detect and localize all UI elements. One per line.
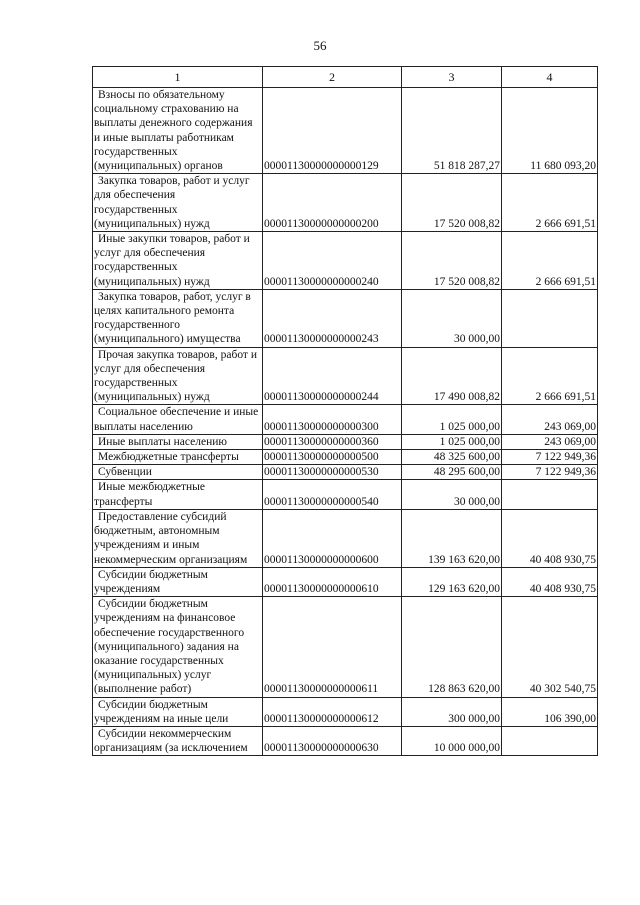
table-row <box>93 232 598 290</box>
row-name-cell <box>93 480 263 509</box>
row-name-cell <box>93 597 263 697</box>
row-col3: 51 818 287,27 <box>402 88 502 174</box>
row-col4 <box>502 726 598 755</box>
row-name: Прочая закупка товаров, работ и услуг для обеспечения государственных (муниципальных) нужд <box>94 348 257 404</box>
row-name: Взносы по обязательному социальному страхованию на выплаты денежного содержания и иные выплаты работникам государственных (муниципальных) органов <box>94 89 253 173</box>
row-code: 00001130000000000243 <box>263 289 402 347</box>
row-code: 00001130000000000244 <box>263 347 402 405</box>
row-name-cell <box>93 434 263 449</box>
budget-table <box>92 66 598 756</box>
row-col4: 243 069,00 <box>502 434 598 449</box>
row-name: Иные выплаты населению <box>98 435 227 448</box>
row-col4: 106 390,00 <box>502 697 598 726</box>
table-row <box>93 289 598 347</box>
row-col3: 48 295 600,00 <box>402 465 502 480</box>
row-col4: 243 069,00 <box>502 405 598 434</box>
row-name-cell <box>93 289 263 347</box>
table-row <box>93 347 598 405</box>
row-code: 00001130000000000300 <box>263 405 402 434</box>
row-col3: 17 520 008,82 <box>402 232 502 290</box>
row-code: 00001130000000000611 <box>263 597 402 697</box>
row-col4: 2 666 691,51 <box>502 174 598 232</box>
row-code: 00001130000000000600 <box>263 509 402 567</box>
row-code: 00001130000000000360 <box>263 434 402 449</box>
row-code: 00001130000000000129 <box>263 88 402 174</box>
table-row <box>93 509 598 567</box>
row-code: 00001130000000000240 <box>263 232 402 290</box>
row-col3: 1 025 000,00 <box>402 405 502 434</box>
header-col-2: 2 <box>263 67 402 88</box>
table-row <box>93 726 598 755</box>
row-col4: 2 666 691,51 <box>502 347 598 405</box>
table-row <box>93 174 598 232</box>
row-name-cell <box>93 509 263 567</box>
row-code: 00001130000000000610 <box>263 567 402 596</box>
row-code: 00001130000000000630 <box>263 726 402 755</box>
row-col4: 2 666 691,51 <box>502 232 598 290</box>
header-row <box>93 67 598 88</box>
row-code: 00001130000000000200 <box>263 174 402 232</box>
table-row <box>93 465 598 480</box>
row-col4: 11 680 093,20 <box>502 88 598 174</box>
row-col3: 139 163 620,00 <box>402 509 502 567</box>
table-row <box>93 567 598 596</box>
row-name-cell <box>93 465 263 480</box>
row-name: Субвенции <box>98 466 152 479</box>
row-code: 00001130000000000500 <box>263 450 402 465</box>
row-name-cell <box>93 450 263 465</box>
row-col4: 40 408 930,75 <box>502 567 598 596</box>
table-row <box>93 405 598 434</box>
table-row <box>93 480 598 509</box>
row-code: 00001130000000000612 <box>263 697 402 726</box>
row-col4: 40 408 930,75 <box>502 509 598 567</box>
table-row <box>93 697 598 726</box>
row-col3: 129 163 620,00 <box>402 567 502 596</box>
row-name-cell <box>93 88 263 174</box>
row-col4: 7 122 949,36 <box>502 450 598 465</box>
row-name-cell <box>93 405 263 434</box>
row-name: Закупка товаров, работ и услуг для обеспечения государственных (муниципальных) нужд <box>94 175 250 230</box>
row-col4 <box>502 289 598 347</box>
row-col3: 48 325 600,00 <box>402 450 502 465</box>
row-code: 00001130000000000530 <box>263 465 402 480</box>
row-col3: 30 000,00 <box>402 480 502 509</box>
row-col3: 1 025 000,00 <box>402 434 502 449</box>
row-name: Межбюджетные трансферты <box>98 451 239 464</box>
table-row <box>93 88 598 174</box>
row-col3: 300 000,00 <box>402 697 502 726</box>
table-row <box>93 450 598 465</box>
row-col3: 30 000,00 <box>402 289 502 347</box>
row-name: Субсидии некоммерческим организациям (за исключением <box>94 727 248 755</box>
row-col4: 7 122 949,36 <box>502 465 598 480</box>
row-col3: 17 520 008,82 <box>402 174 502 232</box>
row-name-cell <box>93 174 263 232</box>
row-name-cell <box>93 232 263 290</box>
row-name: Субсидии бюджетным учреждениям на финансовое обеспечение государственного (муниципального) задания на оказание государственных (муниципальных) услуг (выполнение работ) <box>94 598 245 696</box>
header-col-3: 3 <box>402 67 502 88</box>
row-col4: 40 302 540,75 <box>502 597 598 697</box>
table-row <box>93 434 598 449</box>
row-col3: 17 490 008,82 <box>402 347 502 405</box>
row-name: Иные закупки товаров, работ и услуг для обеспечения государственных (муниципальных) нужд <box>94 233 250 288</box>
row-name: Иные межбюджетные трансферты <box>94 481 205 508</box>
row-code: 00001130000000000540 <box>263 480 402 509</box>
row-name: Закупка товаров, работ, услуг в целях капитального ремонта государственного (муниципального) имущества <box>94 290 251 346</box>
row-col3: 10 000 000,00 <box>402 726 502 755</box>
row-name: Социальное обеспечение и иные выплаты населению <box>94 406 259 433</box>
row-name: Субсидии бюджетным учреждениям на иные цели <box>94 698 229 725</box>
header-col-1: 1 <box>93 67 263 88</box>
row-col3: 128 863 620,00 <box>402 597 502 697</box>
row-col4 <box>502 480 598 509</box>
row-name: Субсидии бюджетным учреждениям <box>94 568 208 595</box>
header-col-4: 4 <box>502 67 598 88</box>
row-name-cell <box>93 726 263 755</box>
row-name-cell <box>93 567 263 596</box>
table-row <box>93 597 598 697</box>
row-name: Предоставление субсидий бюджетным, автономным учреждениям и иным некоммерческим организациям <box>94 510 248 566</box>
row-name-cell <box>93 697 263 726</box>
page-number: 56 <box>313 38 327 53</box>
row-name-cell <box>93 347 263 405</box>
